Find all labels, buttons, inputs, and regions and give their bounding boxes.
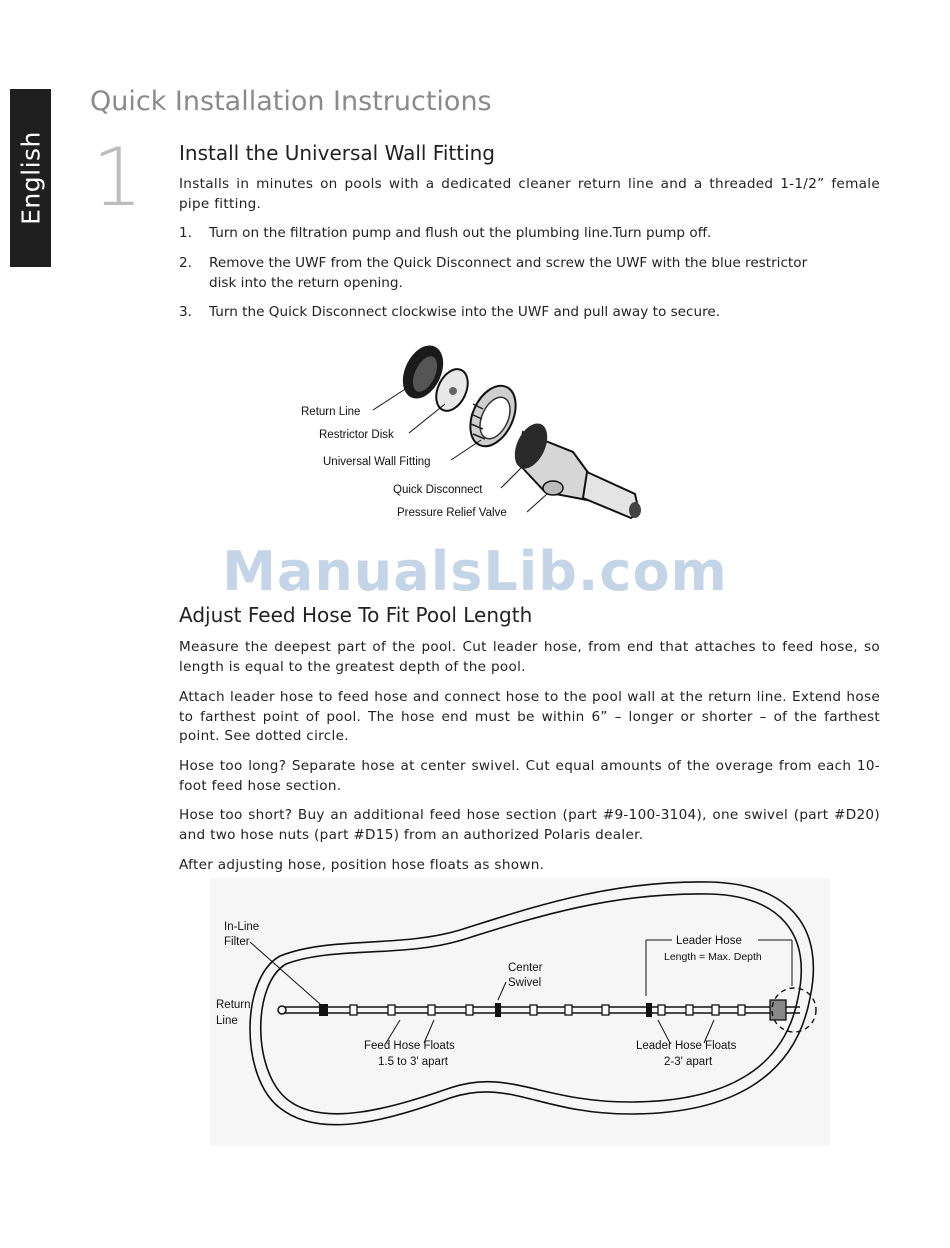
list-item-number: 2. — [179, 255, 192, 271]
pool-hose-diagram — [210, 878, 830, 1146]
return-line-label: Line — [216, 1015, 238, 1027]
return-line-label: Return — [216, 999, 251, 1011]
inline-filter-label: In-Line — [224, 921, 260, 933]
leader-hose-label: Leader Hose — [676, 935, 742, 947]
list-item-text: Turn the Quick Disconnect clockwise into the UWF and pull away to secure. — [209, 304, 721, 320]
list-item-text: Turn on the filtration pump and flush out the plumbing line.Turn pump off. — [209, 225, 712, 241]
quick-disconnect-label: Quick Disconnect — [393, 484, 483, 496]
feed-hose-paragraph: After adjusting hose, position hose floats as shown. — [179, 857, 545, 873]
watermark: ManualsLib.com — [222, 540, 728, 603]
feed-hose-paragraph: Attach leader hose to feed hose and connect hose to the pool wall at the return line. Extend hose to farthest point of pool. The hose end must be within 6” – longer or shorter – of the farthest point. See dotted circle. — [179, 689, 880, 744]
wall-fitting-intro: Installs in minutes on pools with a dedicated cleaner return line and a threaded 1-1/2” female pipe fitting. — [179, 176, 880, 212]
leader-hose-length-label: Length = Max. Depth — [664, 951, 762, 963]
restrictor-disk-label: Restrictor Disk — [319, 429, 394, 441]
leader-floats-label: Leader Hose Floats — [636, 1040, 737, 1052]
inline-filter-label: Filter — [224, 936, 250, 948]
feed-hose-paragraph: Hose too short? Buy an additional feed hose section (part #9-100-3104), one swivel (part #D20) and two hose nuts (part #D15) from an authorized Polaris dealer. — [179, 807, 880, 843]
language-tab — [10, 89, 51, 267]
inline-filter-marker — [319, 1004, 328, 1016]
section-title-wall-fitting: Install the Universal Wall Fitting — [179, 141, 496, 165]
center-swivel-label: Swivel — [508, 977, 542, 989]
wall-fitting-diagram — [295, 342, 655, 524]
step-number: 1 — [92, 131, 143, 224]
leader-joint-marker — [646, 1003, 652, 1017]
language-tab-label: English — [16, 131, 45, 225]
feed-hose-paragraph: Hose too long? Separate hose at center swivel. Cut equal amounts of the overage from each 10-foot feed hose section. — [179, 758, 880, 794]
page-title: Quick Installation Instructions — [90, 86, 492, 117]
list-item-text: Remove the UWF from the Quick Disconnect and screw the UWF with the blue restrictor disk into the return opening. — [209, 255, 808, 291]
universal-wall-fitting-label: Universal Wall Fitting — [323, 456, 431, 468]
cleaner-end — [770, 1000, 786, 1020]
list-item-number: 1. — [179, 225, 192, 241]
universal-wall-fitting-part — [461, 379, 524, 454]
feed-floats-label: Feed Hose Floats — [364, 1040, 455, 1052]
center-swivel-marker — [495, 1003, 501, 1017]
quick-disconnect-part — [508, 418, 641, 518]
pressure-relief-valve-label: Pressure Relief Valve — [397, 507, 507, 519]
list-item-number: 3. — [179, 304, 192, 320]
feed-floats-spacing-label: 1.5 to 3' apart — [378, 1056, 448, 1068]
feed-hose-paragraph: Measure the deepest part of the pool. Cut leader hose, from end that attaches to feed hose, so length is equal to the greatest depth of the pool. — [179, 639, 880, 675]
return-line-label: Return Line — [301, 406, 361, 418]
section-title-feed-hose: Adjust Feed Hose To Fit Pool Length — [179, 603, 533, 627]
leader-floats-spacing-label: 2-3' apart — [664, 1056, 713, 1068]
center-swivel-label: Center — [508, 962, 543, 974]
